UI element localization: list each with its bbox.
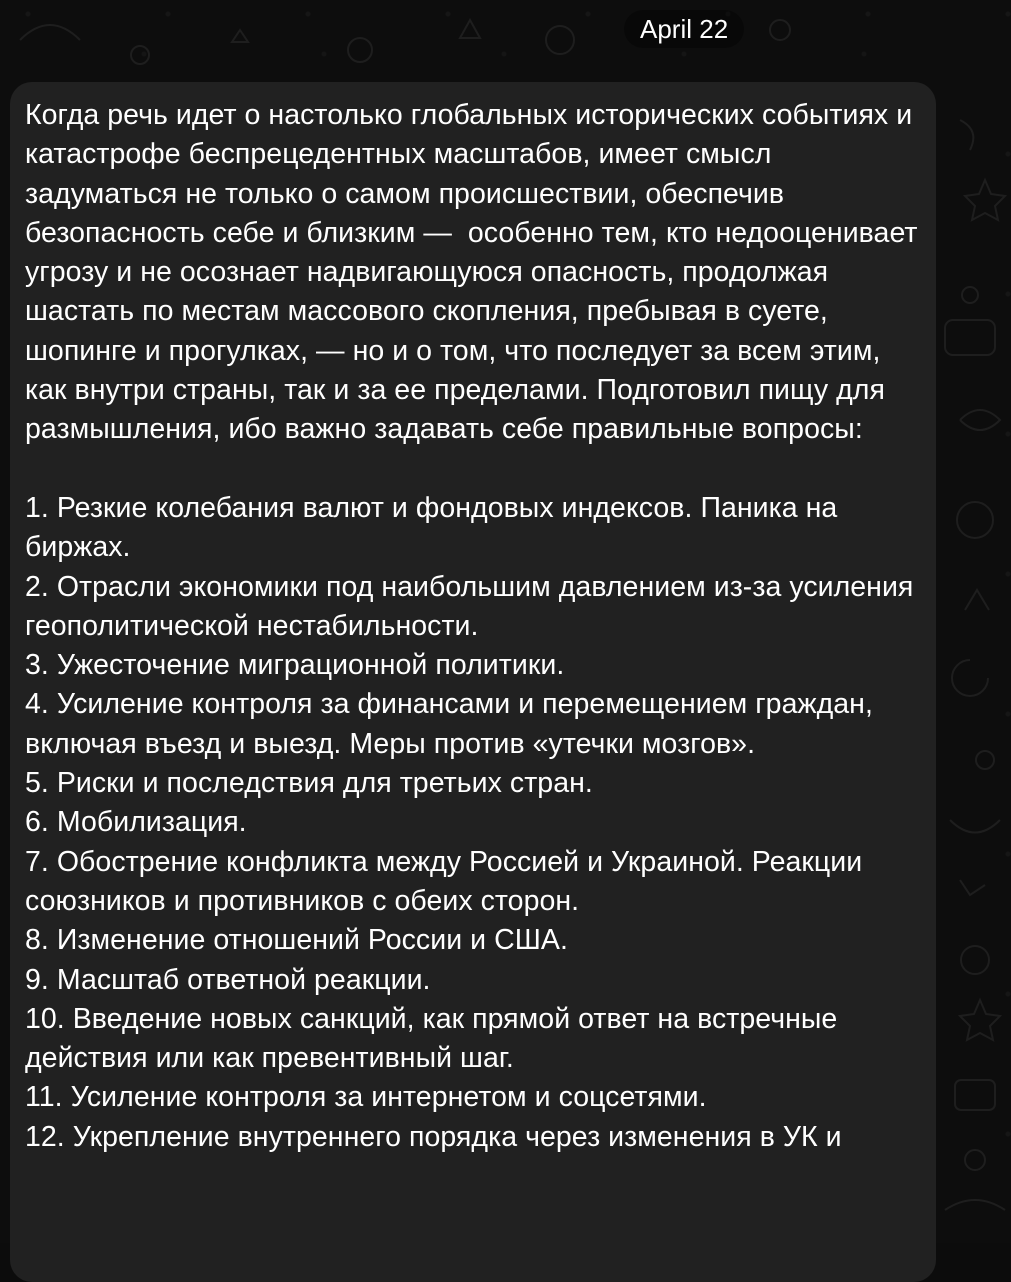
list-item: 2. Отрасли экономики под наибольшим давлением из-за усиления геополитической нестабильности. xyxy=(25,570,914,642)
message-intro-text: Когда речь идет о настолько глобальных исторических событиях и катастрофе беспрецедентных масштабов, имеет смысл задуматься не только о самом происшествии, обеспечив безопасность себе и близким — особенно тем, кто недооценивает угрозу и не осознает надвигающуюся опасность, продолжая шастать по местам массового скопления, пребывая в суете, шопинге и прогулках, — но и о том, что последует за всем этим, как внутри страны, так и за ее пределами. Подготовил пищу для размышления, ибо важно задавать себе правильные вопросы: xyxy=(25,99,926,446)
message-question-list xyxy=(25,489,922,1157)
list-item: 1. Резкие колебания валют и фондовых индексов. Паника на биржах. xyxy=(25,491,838,564)
list-item: 6. Мобилизация. xyxy=(25,806,247,839)
list-item: 11. Усиление контроля за интернетом и соцсетями. xyxy=(25,1081,707,1114)
list-item: 7. Обострение конфликта между Россией и Украиной. Реакции союзников и противников с обеих сторон. xyxy=(25,845,863,917)
list-item: 9. Масштаб ответной реакции. xyxy=(25,963,431,996)
list-item: 5. Риски и последствия для третьих стран. xyxy=(25,767,593,800)
list-item: 12. Укрепление внутреннего порядка через изменения в УК и xyxy=(25,1120,842,1153)
message-bubble[interactable] xyxy=(10,82,936,1282)
list-item: 8. Изменение отношений России и США. xyxy=(25,924,568,957)
list-item: 4. Усиление контроля за финансами и перемещением граждан, включая въезд и выезд. Меры против «утечки мозгов». xyxy=(25,688,873,760)
list-item: 10. Введение новых санкций, как прямой ответ на встречные действия или как превентивный шаг. xyxy=(25,1002,838,1075)
date-separator: April 22 xyxy=(624,10,744,48)
list-item: 3. Ужесточение миграционной политики. xyxy=(25,649,565,682)
